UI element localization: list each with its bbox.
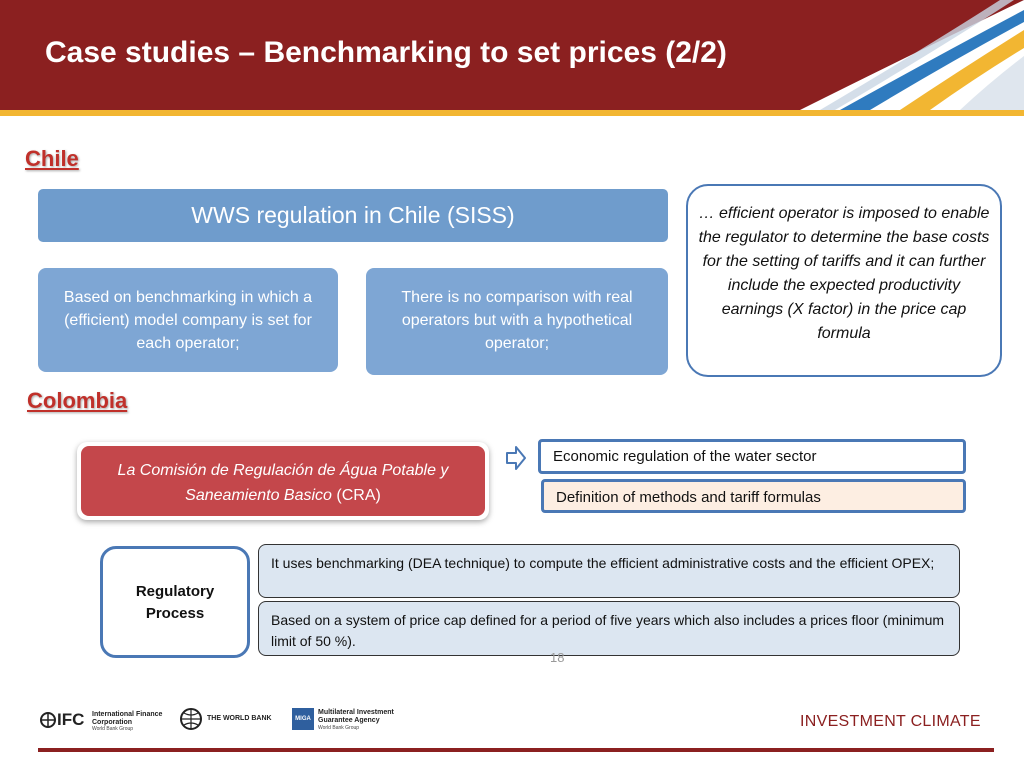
header-gold-rule xyxy=(0,110,1024,116)
ifc-logo xyxy=(40,709,180,733)
globe-icon xyxy=(40,712,56,728)
footer-rule xyxy=(38,748,994,752)
process-dea-item: It uses benchmarking (DEA technique) to compute the efficient administrative costs and the efficient OPEX; xyxy=(258,544,960,598)
investment-climate-brand: INVESTMENT CLIMATE xyxy=(800,713,981,730)
cra-abbreviation: (CRA) xyxy=(336,487,381,504)
miga-mark: MIGA xyxy=(292,708,314,730)
world-bank-logo xyxy=(180,708,280,732)
cra-box-frame xyxy=(77,442,489,520)
miga-logo xyxy=(292,708,412,732)
chile-heading: Chile xyxy=(25,146,79,171)
chile-hypothetical-box: There is no comparison with real operators but with a hypothetical operator; xyxy=(366,268,668,375)
cra-full-name: La Comisión de Regulación de Água Potable y Saneamiento Basico xyxy=(117,462,449,504)
chile-main-box: WWS regulation in Chile (SISS) xyxy=(38,189,668,242)
ifc-name: International Finance Corporation xyxy=(92,711,163,726)
colombia-heading: Colombia xyxy=(27,388,128,413)
miga-name: Multilateral Investment Guarantee Agency xyxy=(318,709,394,724)
page-number: 18 xyxy=(550,650,565,665)
chile-benchmark-box: Based on benchmarking in which a (efficient) model company is set for each operator; xyxy=(38,268,338,372)
chile-callout: … efficient operator is imposed to enable the regulator to determine the base costs for the setting of tariffs and it can further include the expected productivity earnings (X factor) in the price cap formula xyxy=(686,184,1002,377)
process-price-cap-item: Based on a system of price cap defined for a period of five years which also includes a prices floor (minimum limit of 50 %). xyxy=(258,601,960,656)
colombia-economic-regulation: Economic regulation of the water sector xyxy=(538,439,966,474)
miga-subtitle: World Bank Group xyxy=(318,725,360,731)
world-bank-globe-icon xyxy=(180,708,202,730)
slide-title: Case studies – Benchmarking to set prices (2/2) xyxy=(45,36,727,69)
ifc-mark: IFC xyxy=(57,710,85,729)
regulatory-process-label: Regulatory Process xyxy=(135,583,215,622)
regulatory-process-box xyxy=(100,546,250,658)
world-bank-name: THE WORLD BANK xyxy=(207,715,272,722)
cra-box xyxy=(81,446,485,516)
header-bar xyxy=(0,0,1024,110)
ifc-subtitle: World Bank Group xyxy=(92,726,134,732)
colombia-tariff-methods: Definition of methods and tariff formulas xyxy=(541,479,966,513)
right-arrow-icon xyxy=(505,445,527,471)
